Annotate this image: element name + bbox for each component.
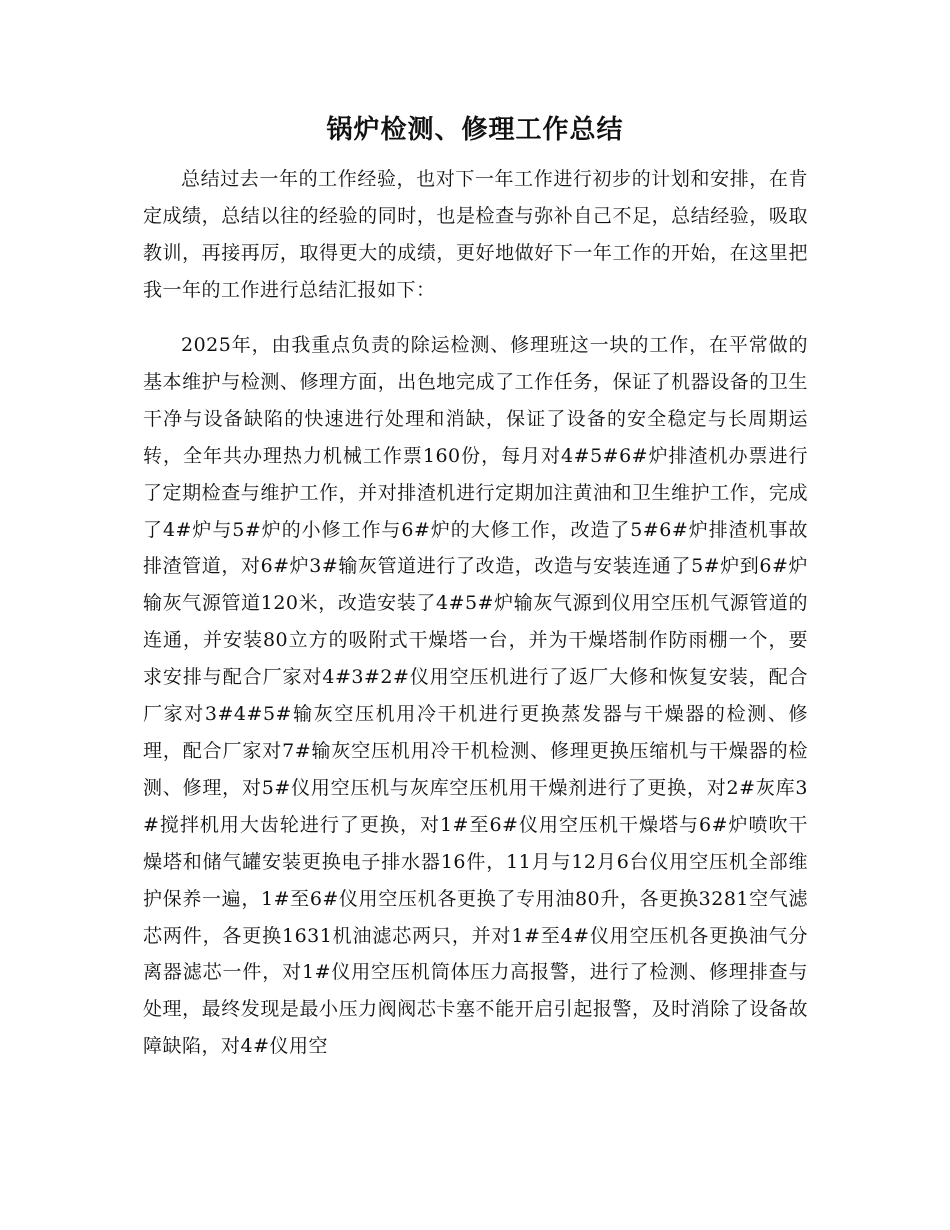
body-paragraph: 2025年，由我重点负责的除运检测、修理班这一块的工作，在平常做的基本维护与检测、修理方面，出色地完成了工作任务，保证了机器设备的卫生干净与设备缺陷的快速进行处理和消缺，保证了设备的安全稳定与长周期运转，全年共办理热力机械工作票160份，每月对4#5#6#炉排渣机办票进行了定期检查与维护工作，并对排渣机进行定期加注黄油和卫生维护工作，完成了4#炉与5#炉的小修工作与6#炉的大修工作，改造了5#6#炉排渣机事故排渣管道，对6#炉3#输灰管道进行了改造，改造与安装连通了5#炉到6#炉输灰气源管道120米，改造安装了4#5#炉输灰气源到仪用空压机气源管道的连通，并安装80立方的吸附式干燥塔一台，并为干燥塔制作防雨棚一个，要求安排与配合厂家对4#3#2#仪用空压机进行了返厂大修和恢复安装，配合厂家对3#4#5#输灰空压机用冷干机进行更换蒸发器与干燥器的检测、修理，配合厂家对7#输灰空压机用冷干机检测、修理更换压缩机与干燥器的检测、修理，对5#仪用空压机与灰库空压机用干燥剂进行了更换，对2#灰库3#搅拌机用大齿轮进行了更换，对1#至6#仪用空压机干燥塔与6#炉喷吹干燥塔和储气罐安装更换电子排水器16件，11月与12月6台仪用空压机全部维护保养一遍，1#至6#仪用空压机各更换了专用油80升，各更换3281空气滤芯两件，各更换1631机油滤芯两只，并对1#至4#仪用空压机各更换油气分离器滤芯一件，对1#仪用空压机筒体压力高报警，进行了检测、修理排查与处理，最终发现是最小压力阀阀芯卡塞不能开启引起报警，及时消除了设备故障缺陷，对4#仪用空	[143, 334, 808, 1058]
document-title: 锅炉检测、修理工作总结	[326, 115, 624, 145]
intro-paragraph: 总结过去一年的工作经验，也对下一年工作进行初步的计划和安排，在肯定成绩，总结以往的经验的同时，也是检查与弥补自己不足，总结经验，吸取教训，再接再厉，取得更大的成绩，更好地做好下一年工作的开始，在这里把我一年的工作进行总结汇报如下：	[143, 168, 808, 301]
